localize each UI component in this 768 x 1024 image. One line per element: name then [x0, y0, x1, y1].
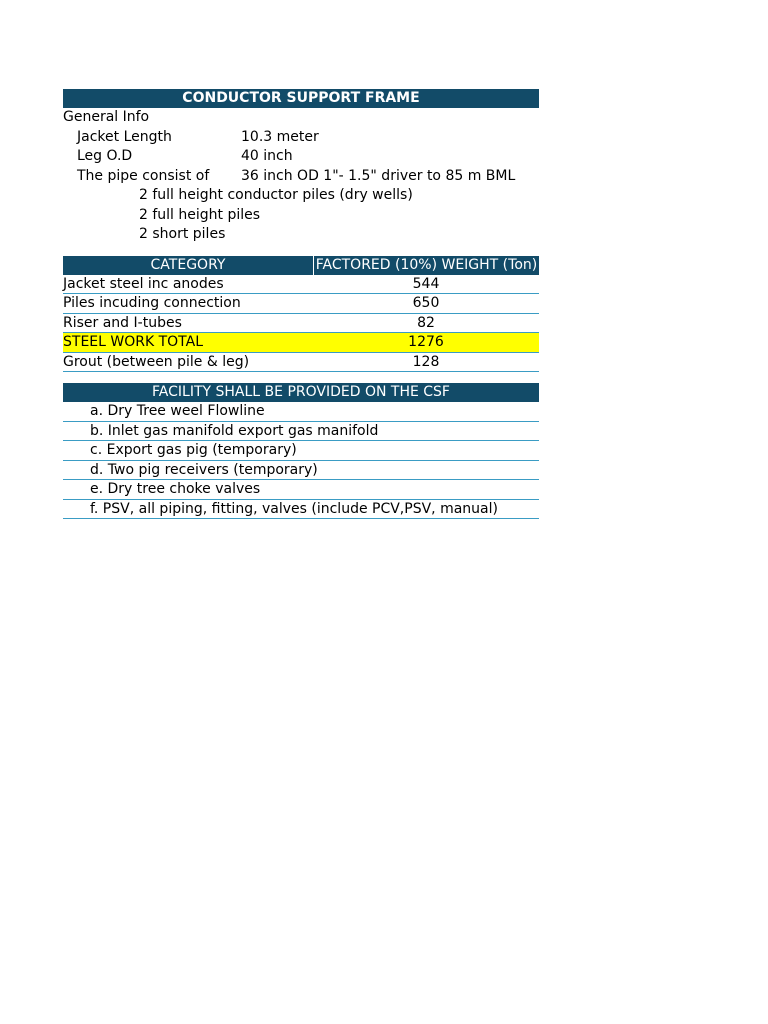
pipe-consist-row: [63, 167, 539, 187]
jacket-length-label: Jacket Length: [77, 128, 172, 145]
category-cell: Jacket steel inc anodes: [63, 275, 224, 292]
weight-row: [63, 314, 539, 334]
category-cell: Grout (between pile & leg): [63, 353, 250, 370]
weight-cell: 1276: [408, 334, 444, 350]
category-cell: Piles incuding connection: [63, 295, 241, 311]
title-header: CONDUCTOR SUPPORT FRAME: [63, 89, 539, 108]
weight-cell: 650: [412, 295, 440, 311]
weight-column-header: FACTORED (10%) WEIGHT (Ton): [315, 256, 538, 273]
facility-item: d. Two pig receivers (temporary): [63, 461, 539, 481]
category-cell: STEEL WORK TOTAL: [63, 334, 204, 350]
pile-item: 2 short piles: [139, 226, 226, 242]
facility-header: FACILITY SHALL BE PROVIDED ON THE CSF: [63, 383, 539, 402]
facility-item: c. Export gas pig (temporary): [63, 441, 539, 461]
jacket-length-value: 10.3 meter: [241, 128, 319, 145]
weight-table-header: [63, 256, 539, 275]
weight-cell: 128: [412, 353, 440, 370]
category-cell: Riser and I-tubes: [63, 314, 182, 331]
pipe-consist-value: 36 inch OD 1"- 1.5" driver to 85 m BML: [241, 167, 516, 184]
weight-row: [63, 275, 539, 295]
spreadsheet-area: [63, 89, 539, 519]
facility-item: b. Inlet gas manifold export gas manifold: [63, 422, 539, 442]
leg-od-row: [63, 147, 539, 167]
facility-item: a. Dry Tree weel Flowline: [63, 402, 539, 422]
leg-od-label: Leg O.D: [77, 148, 133, 164]
facility-item: e. Dry tree choke valves: [63, 480, 539, 500]
general-info-label: General Info: [63, 109, 150, 125]
leg-od-value: 40 inch: [241, 148, 293, 164]
steel-work-total-row: [63, 333, 539, 353]
spacer: [63, 245, 539, 256]
facility-item: f. PSV, all piping, fitting, valves (include PCV,PSV, manual): [63, 500, 539, 520]
jacket-length-row: [63, 128, 539, 148]
pile-item: 2 full height piles: [139, 206, 261, 223]
weight-cell: 544: [412, 275, 440, 292]
weight-cell: 82: [417, 314, 435, 331]
weight-row: [63, 353, 539, 373]
spacer: [63, 372, 539, 383]
weight-row: [63, 294, 539, 314]
category-column-header: CATEGORY: [63, 256, 314, 275]
pipe-consist-label: The pipe consist of: [77, 167, 210, 184]
pile-item: 2 full height conductor piles (dry wells): [139, 187, 413, 203]
